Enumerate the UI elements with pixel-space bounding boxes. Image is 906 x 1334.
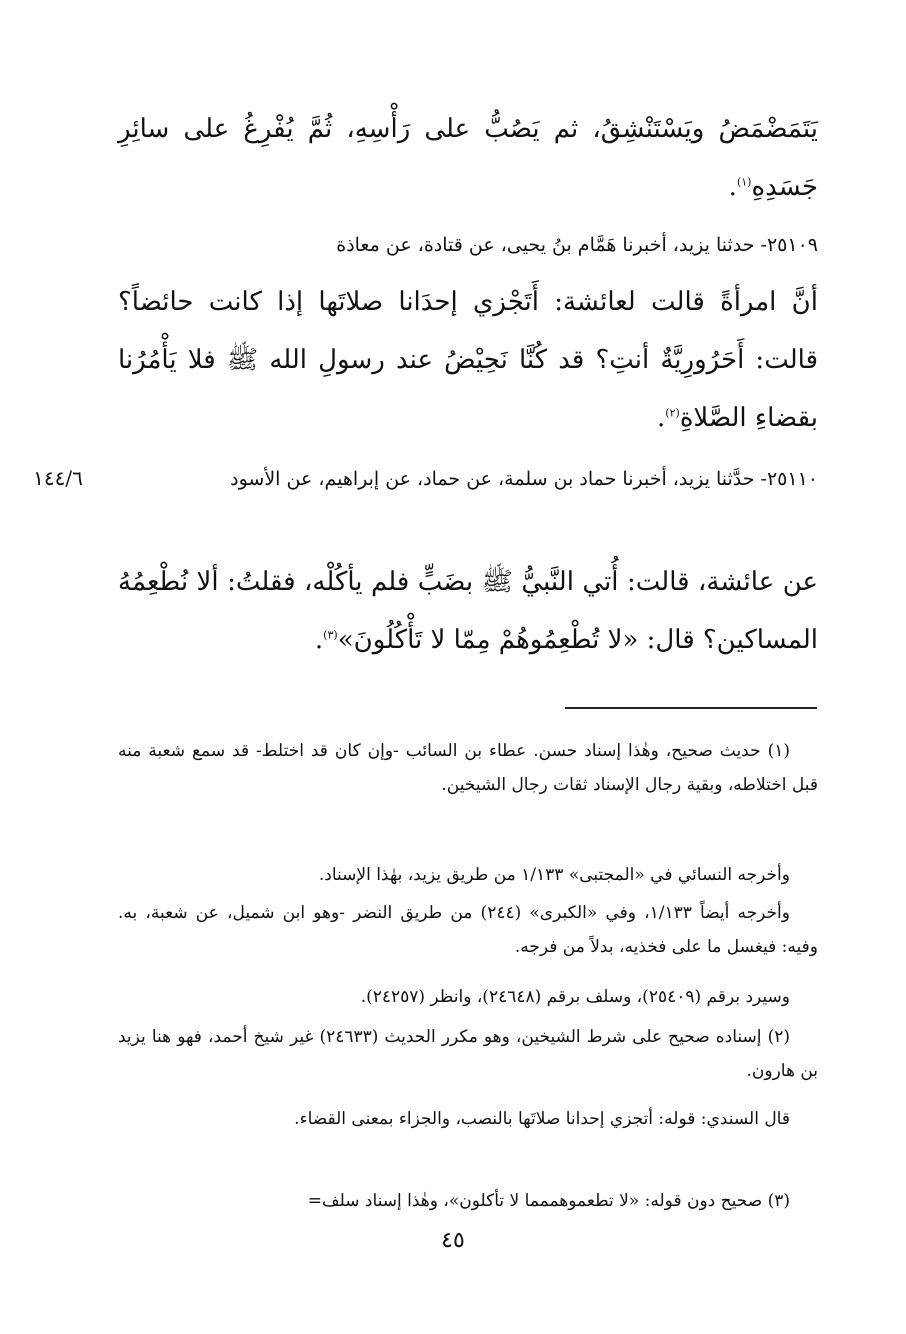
footnote-3: (٣) صحيح دون قوله: «لا تطعموهممما لا تأكلون»، وهٰذا إسناد سلف= xyxy=(307,1191,790,1211)
footnote-2-sindi: قال السندي: قوله: أتجزي إحدانا صلاتَها بالنصب، والجزاء بمعنى القضاء. xyxy=(294,1109,790,1129)
hadith-25110-matn: عن عائشة، قالت: أُتي النَّبيُّ ﷺ بضَبٍّ فلم يأكُلْه، فقلتُ: ألا نُطْعِمُهُ المساكين؟ قال: «لا تُطْعِمُوهُمْ مِمّا لا تَأْكُلُونَ»$^{(٣)}$. xyxy=(118,567,818,655)
hadith-25109-isnad: ٢٥١٠٩- حدثنا يزيد، أخبرنا هَمَّام بنُ يحيى، عن قتادة، عن معاذة xyxy=(336,234,818,256)
footnote-ref-1[interactable]: (١) xyxy=(736,175,752,189)
main-text-line: جَسَدِهِ xyxy=(751,172,818,202)
hadith-25110-isnad: ٢٥١١٠- حدَّثنا يزيد، أخبرنا حماد بن سلمة، عن حماد، عن إبراهيم، عن الأسود xyxy=(230,468,818,490)
footnote-2: (٢) إسناده صحيح على شرط الشيخين، وهو مكرر الحديث (٢٤٦٣٣) غير شيخ أحمد، فهو هنا يزيد بن هارون. xyxy=(118,1027,818,1081)
main-text-line: يَتَمَضْمَضُ ويَسْتَنْشِقُ، ثم يَصُبُّ على رَأْسِهِ، ثُمَّ يُفْرِغُ على سائِرِ xyxy=(118,114,818,144)
page-number: ٤٥ xyxy=(441,1228,465,1253)
footnote-ref-2[interactable]: (٢) xyxy=(665,406,680,420)
footnote-1: (١) حديث صحيح، وهٰذا إسناد حسن. عطاء بن السائب -وإن كان قد اختلط- قد سمع شعبة منه قبل اختلاطه، وبقية رجال الإسناد ثقات رجال الشيخين. xyxy=(118,741,818,795)
margin-volume-page-ref: ١٤٤/٦ xyxy=(33,466,83,490)
footnote-1-takhrij-a: وأخرجه النسائي في «المجتبى» ١/١٣٣ من طريق يزيد، بهٰذا الإسناد. xyxy=(318,865,790,885)
footnote-1-takhrij-b: وأخرجه أيضاً ١/١٣٣، وفي «الكبرى» (٢٤٤) من طريق النضر -وهو ابن شميل، عن شعبة، به. وفيه: فيغسل ما على فخذيه، بدلاً من فرجه. xyxy=(118,903,818,957)
footnote-1-cross-refs: وسيرد برقم (٢٥٤٠٩)، وسلف برقم (٢٤٦٤٨)، وانظر (٢٤٢٥٧). xyxy=(360,987,790,1007)
hadith-25109-matn: أنَّ امرأةً قالت لعائشة: أَتَجْزي إحدَانا صلاتَها إذا كانت حائضاً؟ قالت: أَحَرُورِيَّةٌ أنتِ؟ قد كُنَّا نَحِيْضُ عند رسولِ الله ﷺ فلا يَأْمُرُنا بقضاءِ الصَّلاةِ$^{(٢)}$. xyxy=(118,287,818,433)
main-text-continuation: يَتَمَضْمَضُ ويَسْتَنْشِقُ، ثم يَصُبُّ على رَأْسِهِ، ثُمَّ يُفْرِغُ على سائِرِ جَسَدِهِ$^{(١)}$. xyxy=(118,114,818,202)
footnote-separator xyxy=(565,707,817,709)
footnote-ref-3[interactable]: (٣) xyxy=(323,628,338,642)
